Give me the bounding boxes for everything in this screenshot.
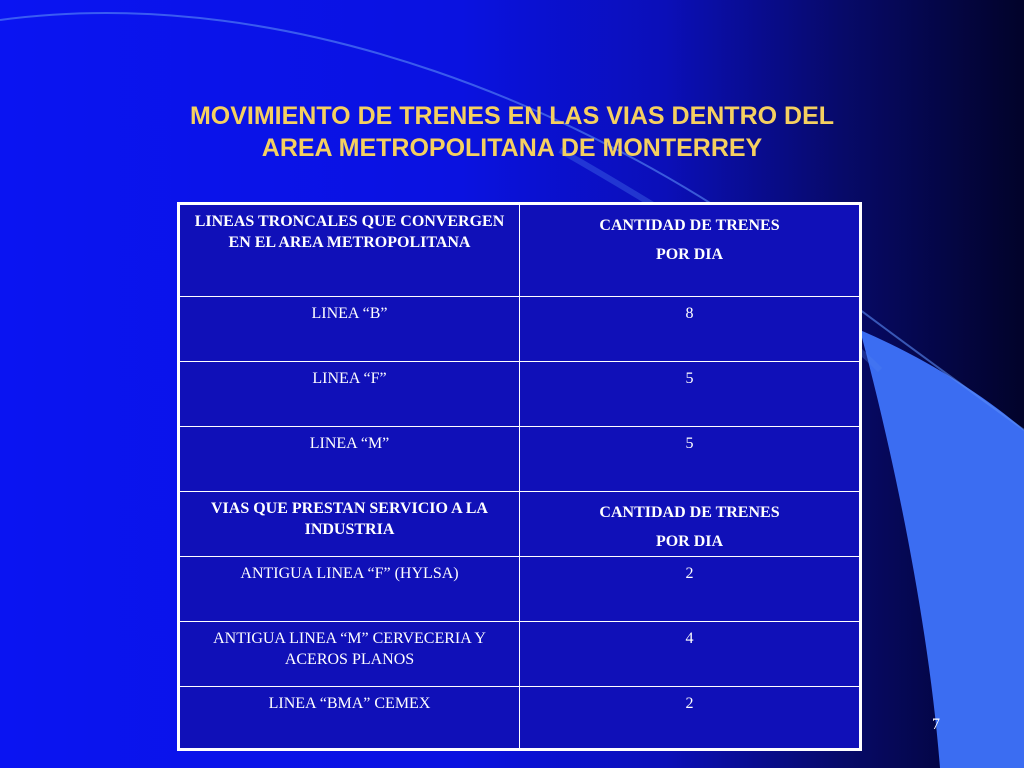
row-line-name: LINEA “BMA” CEMEX — [179, 687, 520, 750]
table-row — [179, 557, 861, 622]
table-row — [179, 427, 861, 492]
table-row — [179, 297, 861, 362]
header-cantidad-line-2: POR DIA — [655, 246, 724, 263]
row-train-count: 2 — [520, 687, 861, 750]
header-cantidad-trenes-2 — [520, 492, 861, 557]
slide-title — [100, 100, 924, 164]
slide-title-line-2: AREA METROPOLITANA DE MONTERREY — [261, 134, 763, 162]
header-cantidad-2-line-2: POR DIA — [655, 533, 724, 550]
table-header-row — [179, 204, 861, 297]
row-train-count: 4 — [520, 622, 861, 687]
row-line-name: ANTIGUA LINEA “M” CERVECERIA Y ACEROS PLANOS — [179, 622, 520, 687]
row-train-count: 5 — [520, 362, 861, 427]
table-row — [179, 362, 861, 427]
row-line-name: ANTIGUA LINEA “F” (HYLSA) — [179, 557, 520, 622]
header-cantidad-trenes — [520, 204, 861, 297]
slide-title-line-1: MOVIMIENTO DE TRENES EN LAS VIAS DENTRO DEL — [189, 102, 835, 130]
row-line-name: LINEA “M” — [179, 427, 520, 492]
trains-table — [177, 202, 862, 751]
table-row — [179, 622, 861, 687]
table-subheader-row — [179, 492, 861, 557]
table-row — [179, 687, 861, 750]
header-cantidad-2-line-1: CANTIDAD DE TRENES — [599, 504, 780, 521]
row-line-name: LINEA “B” — [179, 297, 520, 362]
row-line-name: LINEA “F” — [179, 362, 520, 427]
row-train-count: 5 — [520, 427, 861, 492]
header-vias-industria: VIAS QUE PRESTAN SERVICIO A LA INDUSTRIA — [179, 492, 520, 557]
swoosh-light-shape — [860, 330, 1024, 768]
slide-page-number: 7 — [932, 716, 940, 733]
row-train-count: 8 — [520, 297, 861, 362]
header-cantidad-line-1: CANTIDAD DE TRENES — [599, 217, 780, 234]
header-lineas-troncales: LINEAS TRONCALES QUE CONVERGEN EN EL AREA METROPOLITANA — [179, 204, 520, 297]
row-train-count: 2 — [520, 557, 861, 622]
